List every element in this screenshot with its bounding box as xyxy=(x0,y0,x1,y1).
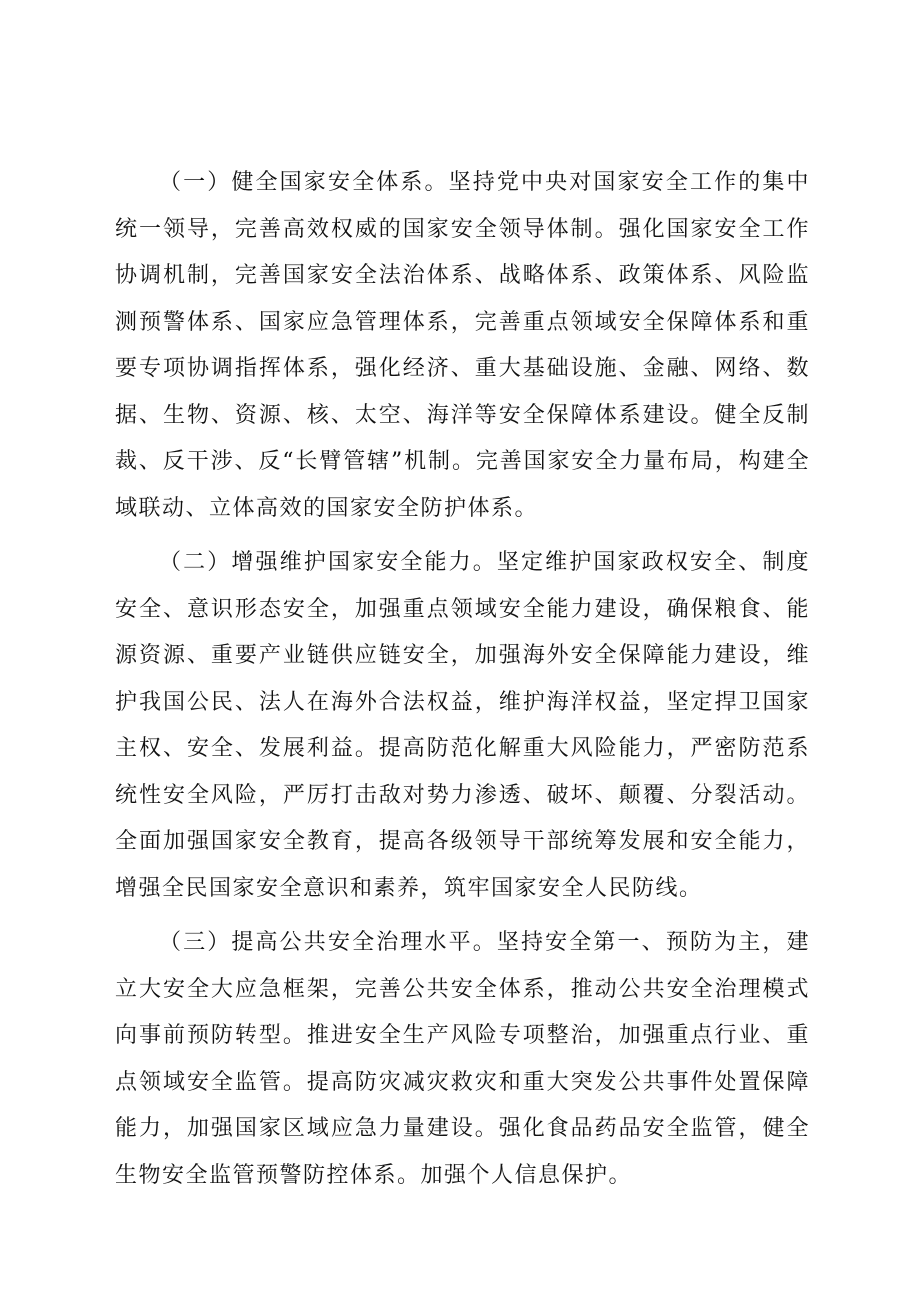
document-body xyxy=(115,160,810,1207)
paragraph-security-capability: （二）增强维护国家安全能力。坚定维护国家政权安全、制度安全、意识形态安全，加强重点领域安全能力建设，确保粮食、能源资源、重要产业链供应链安全，加强海外安全保障能力建设，维护我国公民、法人在海外合法权益，维护海洋权益，坚定捍卫国家主权、安全、发展利益。提高防范化解重大风险能力，严密防范系统性安全风险，严厉打击敌对势力渗透、破坏、颠覆、分裂活动。全面加强国家安全教育，提高各级领导干部统筹发展和安全能力，增强全民国家安全意识和素养，筑牢国家安全人民防线。 xyxy=(115,550,810,901)
paragraph-public-safety-governance: （三）提高公共安全治理水平。坚持安全第一、预防为主，建立大安全大应急框架，完善公共安全体系，推动公共安全治理模式向事前预防转型。推进安全生产风险专项整治，加强重点行业、重点领域安全监管。提高防灾减灾救灾和重大突发公共事件处置保障能力，加强国家区域应急力量建设。强化食品药品安全监管，健全生物安全监管预警防控体系。加强个人信息保护。 xyxy=(115,930,810,1188)
paragraph-national-security-system: （一）健全国家安全体系。坚持党中央对国家安全工作的集中统一领导，完善高效权威的国家安全领导体制。强化国家安全工作协调机制，完善国家安全法治体系、战略体系、政策体系、风险监测预警体系、国家应急管理体系，完善重点领域安全保障体系和重要专项协调指挥体系，强化经济、重大基础设施、金融、网络、数据、生物、资源、核、太空、海洋等安全保障体系建设。健全反制裁、反干涉、反“长臂管辖”机制。完善国家安全力量布局，构建全域联动、立体高效的国家安全防护体系。 xyxy=(115,170,810,521)
